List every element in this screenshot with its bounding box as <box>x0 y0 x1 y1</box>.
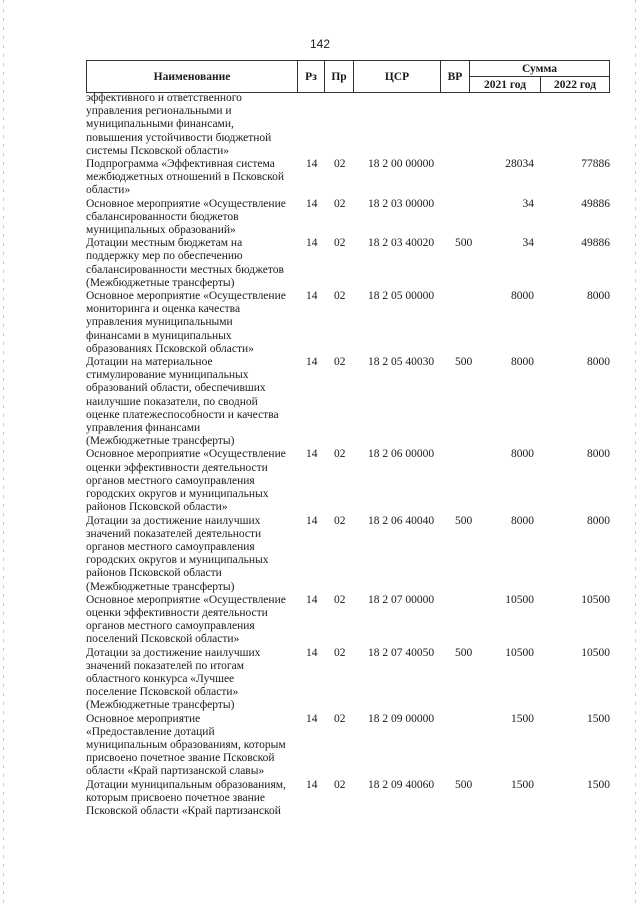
cell-pr: 02 <box>334 593 346 606</box>
row-name-line: мониторинга и оценка качества <box>86 303 241 316</box>
row-name-line: оценки эффективности деятельности <box>86 461 268 474</box>
cell-csr: 18 2 05 40030 <box>368 356 435 369</box>
row-name <box>86 448 291 514</box>
row-name-line: образованиях Псковской области» <box>86 342 254 355</box>
row-name-line: муниципальных образований» <box>86 224 236 237</box>
cell-csr: 18 2 03 00000 <box>368 197 435 210</box>
row-name-line: управления региональными и <box>86 105 232 118</box>
cell-pr: 02 <box>334 514 346 527</box>
row-name-line: области» <box>86 184 131 197</box>
column-header-rz: Рз <box>298 61 325 92</box>
table-row <box>86 594 610 647</box>
row-name-line: управления муниципальными <box>86 316 233 329</box>
row-name-line: городских округов и муниципальных <box>86 554 269 567</box>
row-name-line: органов местного самоуправления <box>86 474 255 487</box>
cell-csr: 18 2 09 00000 <box>368 712 435 725</box>
cell-2022: 10500 <box>581 646 610 659</box>
cell-pr: 02 <box>334 158 346 171</box>
row-name-line: (Межбюджетные трансферты) <box>86 699 235 712</box>
table-row <box>86 92 610 158</box>
cell-pr: 02 <box>334 448 346 461</box>
row-name <box>86 779 291 819</box>
cell-rz: 14 <box>306 158 318 171</box>
row-name-line: (Межбюджетные трансферты) <box>86 435 235 448</box>
row-name-line: поселений Псковской области» <box>86 633 240 646</box>
row-name-line: областного конкурса «Лучшее <box>86 672 235 685</box>
cell-rz: 14 <box>306 237 318 250</box>
cell-rz: 14 <box>306 593 318 606</box>
table-row <box>86 198 610 238</box>
cell-pr: 02 <box>334 356 346 369</box>
row-name-line: присвоено почетное звание Псковской <box>86 752 275 765</box>
cell-2022: 10500 <box>581 593 610 606</box>
table-row <box>86 237 610 290</box>
cell-pr: 02 <box>334 646 346 659</box>
row-name <box>86 92 291 158</box>
cell-vr: 500 <box>455 514 473 527</box>
cell-2022: 8000 <box>587 290 610 303</box>
cell-2022: 8000 <box>587 514 610 527</box>
row-name <box>86 198 291 238</box>
cell-2022: 77886 <box>581 158 610 171</box>
cell-pr: 02 <box>334 197 346 210</box>
scan-edge-left <box>3 0 4 905</box>
row-name-line: Дотации за достижение наилучших <box>86 514 261 527</box>
table-row <box>86 713 610 779</box>
row-name-line: образований области, обеспечивших <box>86 382 266 395</box>
row-name-line: Основное мероприятие <box>86 712 201 725</box>
table-row <box>86 647 610 713</box>
cell-2021: 10500 <box>505 593 534 606</box>
cell-rz: 14 <box>306 778 318 791</box>
cell-2022: 1500 <box>587 712 610 725</box>
row-name-line: стимулирование муниципальных <box>86 369 249 382</box>
cell-rz: 14 <box>306 514 318 527</box>
cell-2021: 28034 <box>505 158 534 171</box>
row-name-line: «Предоставление дотаций <box>86 725 215 738</box>
table-row <box>86 356 610 448</box>
row-name <box>86 647 291 713</box>
row-name-line: Подпрограмма «Эффективная система <box>86 158 275 171</box>
row-name-line: сбалансированности местных бюджетов <box>86 263 284 276</box>
row-name-line: Основное мероприятие «Осуществление <box>86 197 286 210</box>
cell-2021: 8000 <box>511 356 534 369</box>
cell-pr: 02 <box>334 712 346 725</box>
column-header-2021: 2021 год <box>470 77 541 92</box>
row-name-line: муниципальным образованиям, которым <box>86 738 286 751</box>
row-name-line: Основное мероприятие «Осуществление <box>86 448 286 461</box>
cell-rz: 14 <box>306 646 318 659</box>
row-name-line: Дотации за достижение наилучших <box>86 646 261 659</box>
cell-2022: 1500 <box>587 778 610 791</box>
cell-2021: 8000 <box>511 290 534 303</box>
row-name-line: эффективного и ответственного <box>86 92 242 104</box>
page-number: 142 <box>309 37 331 51</box>
column-header-2022: 2022 год <box>553 78 597 91</box>
row-name-line: системы Псковской области» <box>86 144 229 157</box>
row-name-line: районов Псковской области» <box>86 501 228 514</box>
cell-csr: 18 2 06 00000 <box>368 448 435 461</box>
row-name-line: значений показателей по итогам <box>86 659 244 672</box>
cell-2022: 49886 <box>581 237 610 250</box>
cell-2021: 8000 <box>511 448 534 461</box>
row-name-line: области «Край партизанской славы» <box>86 765 265 778</box>
cell-rz: 14 <box>306 712 318 725</box>
row-name-line: Основное мероприятие «Осуществление <box>86 593 286 606</box>
cell-2021: 8000 <box>511 514 534 527</box>
row-name-line: управления финансами <box>86 422 201 435</box>
row-name-line: Дотации местным бюджетам на <box>86 237 243 250</box>
table-row <box>86 515 610 594</box>
cell-rz: 14 <box>306 356 318 369</box>
row-name <box>86 290 291 356</box>
cell-csr: 18 2 03 40020 <box>368 237 435 250</box>
table-row <box>86 448 610 514</box>
row-name-line: Дотации муниципальным образованиям, <box>86 778 286 791</box>
cell-2021: 1500 <box>511 712 534 725</box>
cell-csr: 18 2 09 40060 <box>368 778 435 791</box>
row-name <box>86 515 291 594</box>
row-name <box>86 594 291 647</box>
cell-2021: 1500 <box>511 778 534 791</box>
row-name-line: органов местного самоуправления <box>86 540 255 553</box>
cell-csr: 18 2 00 00000 <box>368 158 435 171</box>
row-name-line: оценки эффективности деятельности <box>86 606 268 619</box>
row-name-line: Псковской области «Край партизанской <box>86 804 281 817</box>
cell-2022: 8000 <box>587 356 610 369</box>
column-header-pr: Пр <box>325 61 354 92</box>
row-name-line: наилучшие показатели, по сводной <box>86 395 258 408</box>
scan-edge-right <box>635 0 636 905</box>
table-row <box>86 290 610 356</box>
row-name-line: муниципальными финансами, <box>86 118 234 131</box>
row-name-line: районов Псковской области <box>86 567 222 580</box>
row-name-line: поселение Псковской области» <box>86 686 239 699</box>
column-header-sum: Сумма <box>470 61 609 77</box>
row-name <box>86 158 291 198</box>
cell-rz: 14 <box>306 448 318 461</box>
row-name-line: (Межбюджетные трансферты) <box>86 580 235 593</box>
row-name-line: значений показателей деятельности <box>86 527 262 540</box>
column-header-csr: ЦСР <box>354 61 441 92</box>
cell-pr: 02 <box>334 237 346 250</box>
cell-2021: 34 <box>522 237 534 250</box>
cell-vr: 500 <box>455 646 473 659</box>
budget-table-body <box>86 92 610 818</box>
cell-2022: 49886 <box>581 197 610 210</box>
cell-2021: 34 <box>522 197 534 210</box>
cell-vr: 500 <box>455 356 473 369</box>
row-name-line: оценке платежеспособности и качества <box>86 408 279 421</box>
column-header-vr: ВР <box>441 61 470 92</box>
row-name <box>86 237 291 290</box>
cell-csr: 18 2 07 40050 <box>368 646 435 659</box>
cell-csr: 18 2 06 40040 <box>368 514 435 527</box>
cell-rz: 14 <box>306 290 318 303</box>
cell-csr: 18 2 05 00000 <box>368 290 435 303</box>
table-row <box>86 779 610 819</box>
row-name-line: органов местного самоуправления <box>86 620 255 633</box>
table-header <box>86 60 610 93</box>
row-name <box>86 713 291 779</box>
cell-vr: 500 <box>455 778 473 791</box>
row-name-line: Дотации на материальное <box>86 356 213 369</box>
cell-2022: 8000 <box>587 448 610 461</box>
row-name-line: городских округов и муниципальных <box>86 488 269 501</box>
cell-pr: 02 <box>334 778 346 791</box>
column-header-name: Наименование <box>87 61 298 92</box>
cell-csr: 18 2 07 00000 <box>368 593 435 606</box>
cell-vr: 500 <box>455 237 473 250</box>
row-name-line: финансами в муниципальных <box>86 329 232 342</box>
cell-2021: 10500 <box>505 646 534 659</box>
cell-pr: 02 <box>334 290 346 303</box>
row-name-line: сбалансированности бюджетов <box>86 210 239 223</box>
row-name-line: которым присвоено почетное звание <box>86 791 266 804</box>
row-name-line: межбюджетных отношений в Псковской <box>86 171 284 184</box>
row-name <box>86 356 291 448</box>
row-name-line: Основное мероприятие «Осуществление <box>86 290 286 303</box>
row-name-line: поддержку мер по обеспечению <box>86 250 243 263</box>
table-row <box>86 158 610 198</box>
cell-rz: 14 <box>306 197 318 210</box>
row-name-line: повышения устойчивости бюджетной <box>86 131 272 144</box>
row-name-line: (Межбюджетные трансферты) <box>86 276 235 289</box>
